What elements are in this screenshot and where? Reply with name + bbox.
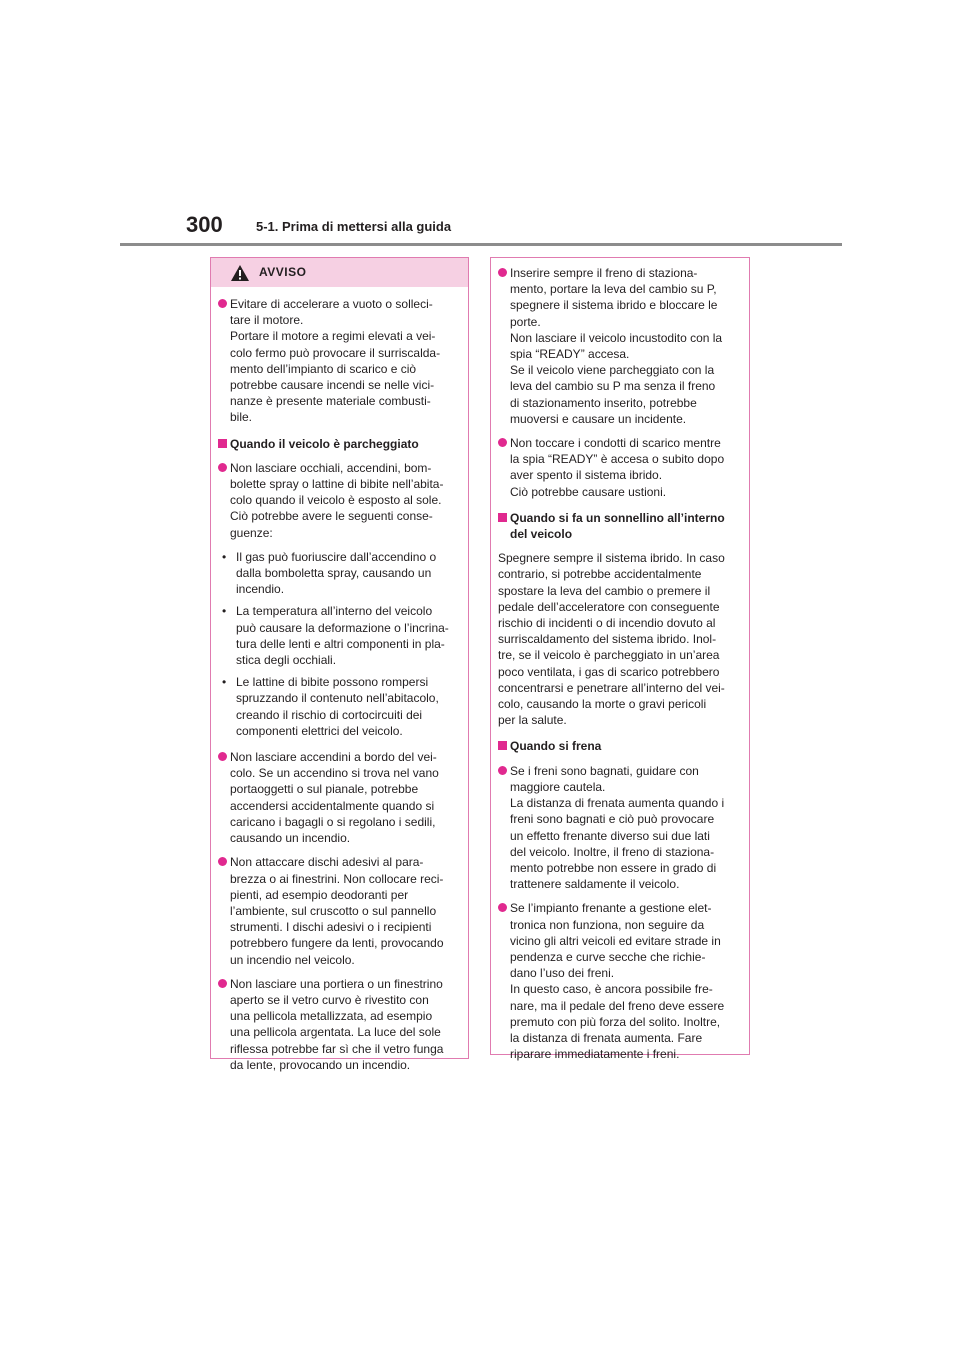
warning-triangle-icon	[230, 264, 250, 282]
item-text: Inserire sempre il freno di staziona- mento, portare la leva del cambio su P, spegnere il sistema ibrido e bloccare le porte. Non lasciare il veicolo incustodito con la spia “READY” accesa. Se il veicolo viene parcheggiato con la leva del cambio su P ma senza il freno di stazionamento inserito, potrebbe muoversi e causare un incidente.	[510, 266, 723, 426]
sub-bullet: •	[222, 675, 227, 690]
item-text: Evitare di accelerare a vuoto o solleci- tare il motore. Portare il motore a regimi elevati a vei- colo fermo può provocare il surriscalda- mento dell’impianto di scarico e ciò potrebbe causare incendi se nelle vici- nanze è presente materiale combusti- bile.	[230, 297, 441, 425]
sub-item-text: La temperatura all’interno del veicolo può causare la deformazione o l’incrina- tura delle lenti e altri componenti in pla- stica degli occhiali.	[236, 604, 449, 668]
list-item	[218, 854, 458, 967]
bullet-icon	[218, 299, 227, 308]
warning-box	[210, 257, 469, 1072]
bullet-icon	[218, 857, 227, 866]
item-text: Se l’impianto frenante a gestione elet- tronica non funziona, non seguire da vicino gli altri veicoli ed evitare strade in pendenza e curve secche che richie- dano l’uso dei freni. In questo caso, è ancora possibile fre- nare, ma il pedale del freno deve essere premuto con più forza del solito. Inoltre, la distanza di frenata aumenta. Fare riparare immediatamente i freni.	[510, 901, 725, 1062]
bullet-icon	[498, 903, 507, 912]
bullet-icon	[498, 268, 507, 277]
bullet-icon	[498, 766, 507, 775]
list-item	[498, 265, 739, 427]
warning-content	[211, 287, 468, 1073]
list-item	[498, 900, 739, 1062]
list-item	[218, 749, 458, 846]
sub-list-item	[218, 603, 458, 668]
list-item	[218, 296, 458, 426]
item-text: Non lasciare accendini a bordo del vei- colo. Se un accendino si trova nel vano portaoggetti o sul pianale, potrebbe accendersi accidentalmente quando si caricano i bagagli o si regolano i sedili, causando un incendio.	[230, 750, 439, 846]
square-bullet-icon	[498, 513, 507, 522]
sub-bullet: •	[222, 604, 227, 619]
heading-text: Quando il veicolo è parcheggiato	[230, 436, 419, 451]
subsection-heading	[218, 436, 458, 452]
bullet-icon	[218, 463, 227, 472]
sub-item-text: Le lattine di bibite possono rompersi spruzzando il contenuto nell’abitacolo, creando il rischio di cortocircuiti dei componenti elettrici del veicolo.	[236, 675, 439, 738]
warning-content	[491, 258, 749, 1062]
list-item	[498, 435, 739, 500]
warning-title-bar	[211, 258, 468, 287]
subsection-heading	[498, 510, 739, 542]
header-divider	[120, 243, 842, 246]
list-item	[218, 460, 458, 541]
warning-box-continued	[490, 257, 750, 1062]
item-text: Non attaccare dischi adesivi al para- brezza o ai finestrini. Non collocare reci- pienti, ad esempio deodoranti per l’ambiente, sul cruscotto o sul pannello strumenti. I dischi adesivi o i recipienti potrebbero fungere da lenti, provocando un incendio nel veicolo.	[230, 855, 444, 967]
subsection-heading	[498, 738, 739, 754]
list-item	[218, 976, 458, 1073]
square-bullet-icon	[498, 741, 507, 750]
bullet-icon	[218, 979, 227, 988]
sub-bullet: •	[222, 549, 227, 564]
heading-text: Quando si fa un sonnellino all’interno del veicolo	[510, 510, 725, 542]
page-header	[186, 212, 746, 246]
section-title: 5-1. Prima di mettersi alla guida	[256, 219, 452, 234]
bullet-icon	[498, 438, 507, 447]
sub-item-text: Il gas può fuoriuscire dall’accendino o dalla bomboletta spray, causando un incendio.	[236, 549, 437, 597]
sub-list-item	[218, 549, 458, 598]
square-bullet-icon	[218, 439, 227, 448]
list-item	[498, 763, 739, 893]
warning-title: AVVISO	[259, 265, 307, 279]
item-text: Non toccare i condotti di scarico mentre la spia “READY” è accesa o subito dopo aver spento il sistema ibrido. Ciò potrebbe causare ustioni.	[510, 436, 725, 499]
sub-list-item	[218, 674, 458, 739]
item-text: Non lasciare occhiali, accendini, bom- bolette spray o lattine di bibite nell’abita- colo quando il veicolo è esposto al sole. Ciò potrebbe avere le seguenti conse- guenze:	[230, 460, 444, 540]
page-number: 300	[186, 212, 223, 237]
paragraph: Spegnere sempre il sistema ibrido. In caso contrario, si potrebbe accidentalmente spostare la leva del cambio o premere il pedale dell’acceleratore con conseguente rischio di incidenti o di incendio dovuto al surriscaldamento del sistema ibrido. Inol- tre, se il veicolo è parcheggiato in un’area poco ventilata, i gas di scarico potrebbero concentrarsi e penetrare all’interno del vei- colo, causando la morte o gravi pericoli per la salute.	[498, 551, 725, 728]
item-text: Se i freni sono bagnati, guidare con maggiore cautela. La distanza di frenata aumenta quando i freni sono bagnati e ciò può provocare un effetto frenante diverso sui due lati del veicolo. Inoltre, il freno di staziona- mento potrebbe non essere in grado di trattenere saldamente il veicolo.	[510, 763, 725, 892]
heading-text: Quando si frena	[510, 739, 602, 754]
item-text: Non lasciare una portiera o un finestrino aperto se il vetro curvo è rivestito con una pellicola metallizzata, ad esempio una pellicola argentata. La luce del sole riflessa potrebbe far sì che il vetro funga da lente, provocando un incendio.	[230, 976, 444, 1072]
bullet-icon	[218, 752, 227, 761]
